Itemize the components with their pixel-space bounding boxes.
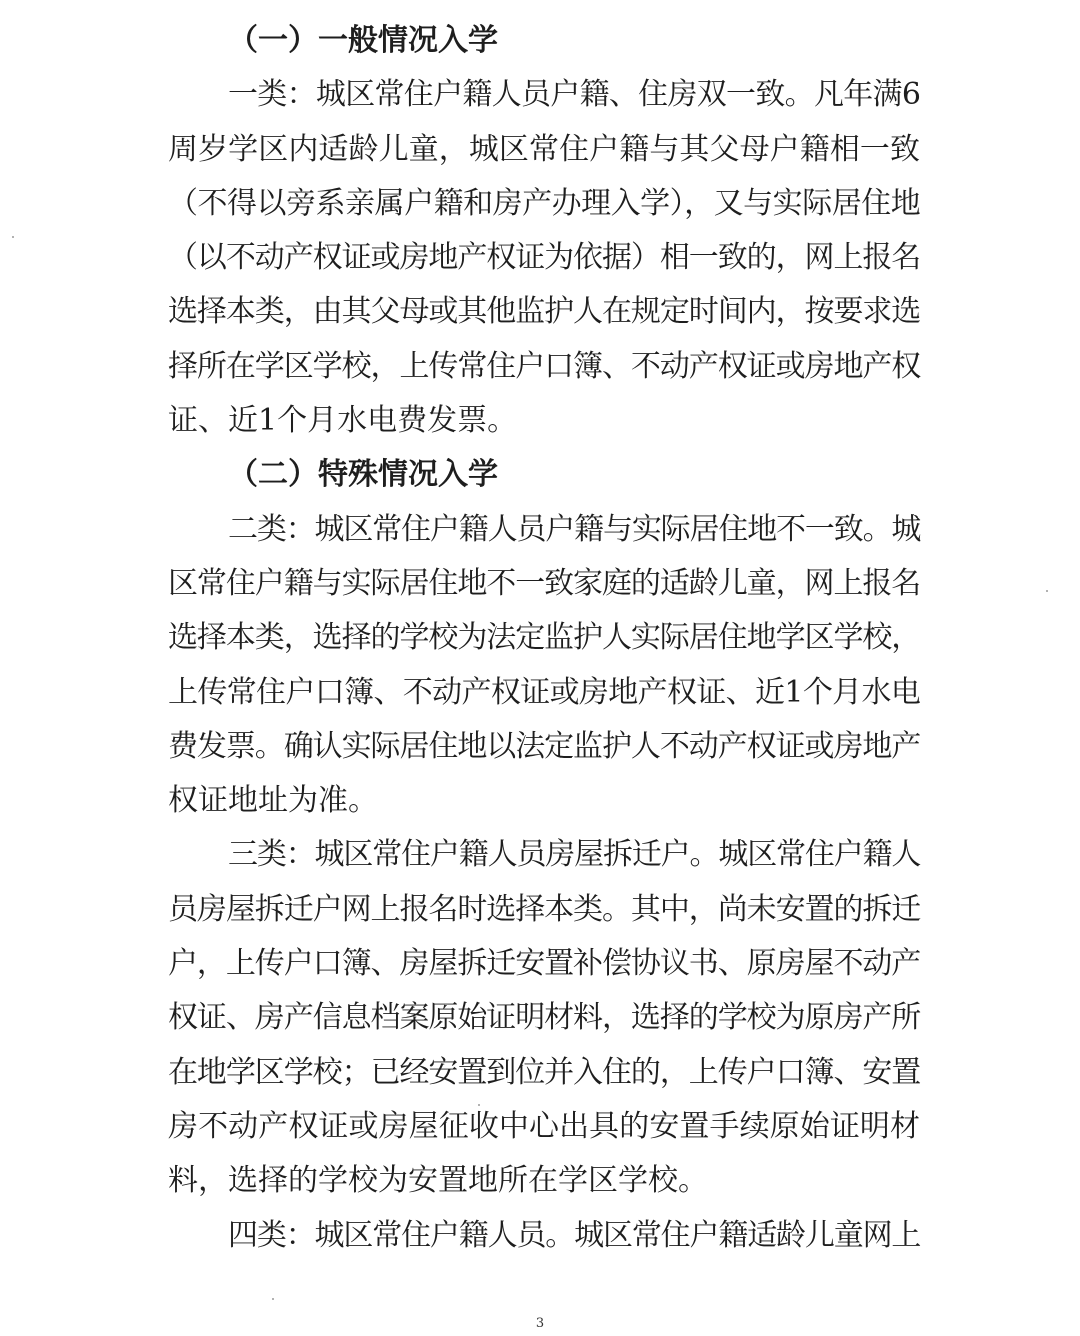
paragraph-line: 周岁学区内适龄儿童，城区常住户籍与其父母户籍相一致 <box>168 131 920 167</box>
paragraph-line: 料，选择的学校为安置地所在学区学校。 <box>168 1163 708 1199</box>
scan-speck <box>12 236 14 238</box>
paragraph-line: 证、近1个月水电费发票。 <box>168 403 518 439</box>
paragraph-line: 二类：城区常住户籍人员户籍与实际居住地不一致。城 <box>228 511 920 547</box>
paragraph-line: 择所在学区学校，上传常住户口簿、不动产权证或房地产权 <box>168 348 920 384</box>
paragraph-line: 一类：城区常住户籍人员户籍、住房双一致。凡年满6 <box>228 77 920 113</box>
scan-speck <box>1046 590 1048 592</box>
paragraph-line: 费发票。确认实际居住地以法定监护人不动产权证或房地产 <box>168 728 920 764</box>
paragraph-line: 选择本类，选择的学校为法定监护人实际居住地学区学校， <box>168 620 920 656</box>
document-body <box>168 14 920 1263</box>
paragraph-line: 四类：城区常住户籍人员。城区常住户籍适龄儿童网上 <box>228 1217 920 1253</box>
section-heading-special: （二）特殊情况入学 <box>228 457 498 493</box>
paragraph-line: 上传常住户口簿、不动产权证或房地产权证、近1个月水电 <box>168 674 920 710</box>
paragraph-line: 户，上传户口簿、房屋拆迁安置补偿协议书、原房屋不动产 <box>168 946 920 982</box>
paragraph-line: 权证、房产信息档案原始证明材料，选择的学校为原房产所 <box>168 1000 920 1036</box>
scan-speck <box>478 1104 480 1106</box>
scan-speck <box>272 1298 274 1300</box>
paragraph-line: 权证地址为准。 <box>168 783 378 819</box>
paragraph-line: 选择本类，由其父母或其他监护人在规定时间内，按要求选 <box>168 294 920 330</box>
paragraph-line: 三类：城区常住户籍人员房屋拆迁户。城区常住户籍人 <box>228 837 920 873</box>
paragraph-line: 员房屋拆迁户网上报名时选择本类。其中，尚未安置的拆迁 <box>168 891 920 927</box>
section-heading-general: （一）一般情况入学 <box>228 23 498 58</box>
paragraph-line: 房不动产权证或房屋征收中心出具的安置手续原始证明材 <box>168 1108 920 1144</box>
page-number: 3 <box>535 1316 545 1331</box>
paragraph-line: 在地学区学校；已经安置到位并入住的，上传户口簿、安置 <box>168 1054 920 1090</box>
paragraph-line: （以不动产权证或房地产权证为依据）相一致的，网上报名 <box>168 240 920 276</box>
paragraph-line: 区常住户籍与实际居住地不一致家庭的适龄儿童，网上报名 <box>168 565 920 601</box>
paragraph-line: （不得以旁系亲属户籍和房产办理入学），又与实际居住地 <box>168 185 920 221</box>
